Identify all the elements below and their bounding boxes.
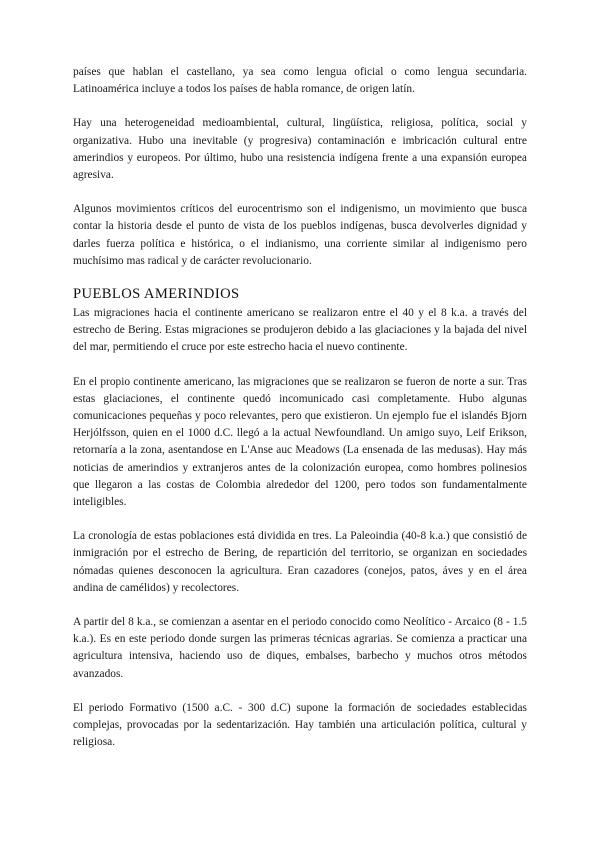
paragraph: Algunos movimientos críticos del eurocentrismo son el indigenismo, un movimiento que busca contar la historia desde el punto de vista de los pueblos indígenas, busca devolverles dignidad y darles fuerza política e histórica, o el indianismo, una corriente similar al indigenismo pero muchísimo mas radical y de carácter revolucionario. [73, 203, 527, 267]
paragraph: El periodo Formativo (1500 a.C. - 300 d.C) supone la formación de sociedades establecidas complejas, provocadas por la sedentarización. Hay también una articulación política, cultural y religiosa. [73, 701, 527, 749]
paragraph: En el propio continente americano, las migraciones que se realizaron se fueron de norte a sur. Tras estas glaciaciones, el continente quedó incomunicado casi completamente. Hubo algunas comunicaciones pequeñas y poco relevantes, pero que existieron. Un ejemplo fue el islandés Bjorn Herjólfsson, quien en el 1000 d.C. llegó a la actual Newfoundland. Un amigo suyo, Leif Erikson, retornaría a la zona, asentandose en L'Anse auc Meadows (La ensenada de las medusas). Hay más noticias de amerindios y extranjeros antes de la colonización europea, como hombres polinesios que llegaron a las costas de Colombia alrededor del 1200, pero todos son fundamentalmente inteligibles. [73, 375, 527, 509]
paragraph: países que hablan el castellano, ya sea como lengua oficial o como lengua secundaria. Latinoamérica incluye a todos los países de habla romance, de origen latín. [73, 66, 527, 96]
paragraph: Las migraciones hacia el continente americano se realizaron entre el 40 y el 8 k.a. a través del estrecho de Bering. Estas migraciones se produjeron debido a las glaciaciones y la bajada del nivel del mar, permitiendo el cruce por este estrecho hacia el nuevo continente. [73, 307, 527, 354]
document-page [73, 64, 527, 769]
section-heading: PUEBLOS AMERINDIOS [73, 286, 240, 303]
paragraph: Hay una heterogeneidad medioambiental, cultural, lingüística, religiosa, política, social y organizativa. Hubo una inevitable (y progresiva) contaminación e imbricación cultural entre amerindios y europeos. Por último, hubo una resistencia indígena frente a una expansión europea agresiva. [73, 117, 527, 182]
paragraph: A partir del 8 k.a., se comienzan a asentar en el periodo conocido como Neolítico - Arcaico (8 - 1.5 k.a.). Es en este periodo donde surgen las primeras técnicas agrarias. Se comienza a practicar una agricultura intensiva, haciendo uso de diques, embalses, barbecho y muchos otros métodos avanzados. [73, 616, 527, 680]
paragraph: La cronología de estas poblaciones está dividida en tres. La Paleoindia (40-8 k.a.) que consistió de inmigración por el estrecho de Bering, de repartición del territorio, se organizan en sociedades nómadas quienes desconocen la agricultura. Eran cazadores (conejos, patos, áves y en el área andina de camélidos) y recolectores. [73, 530, 527, 594]
